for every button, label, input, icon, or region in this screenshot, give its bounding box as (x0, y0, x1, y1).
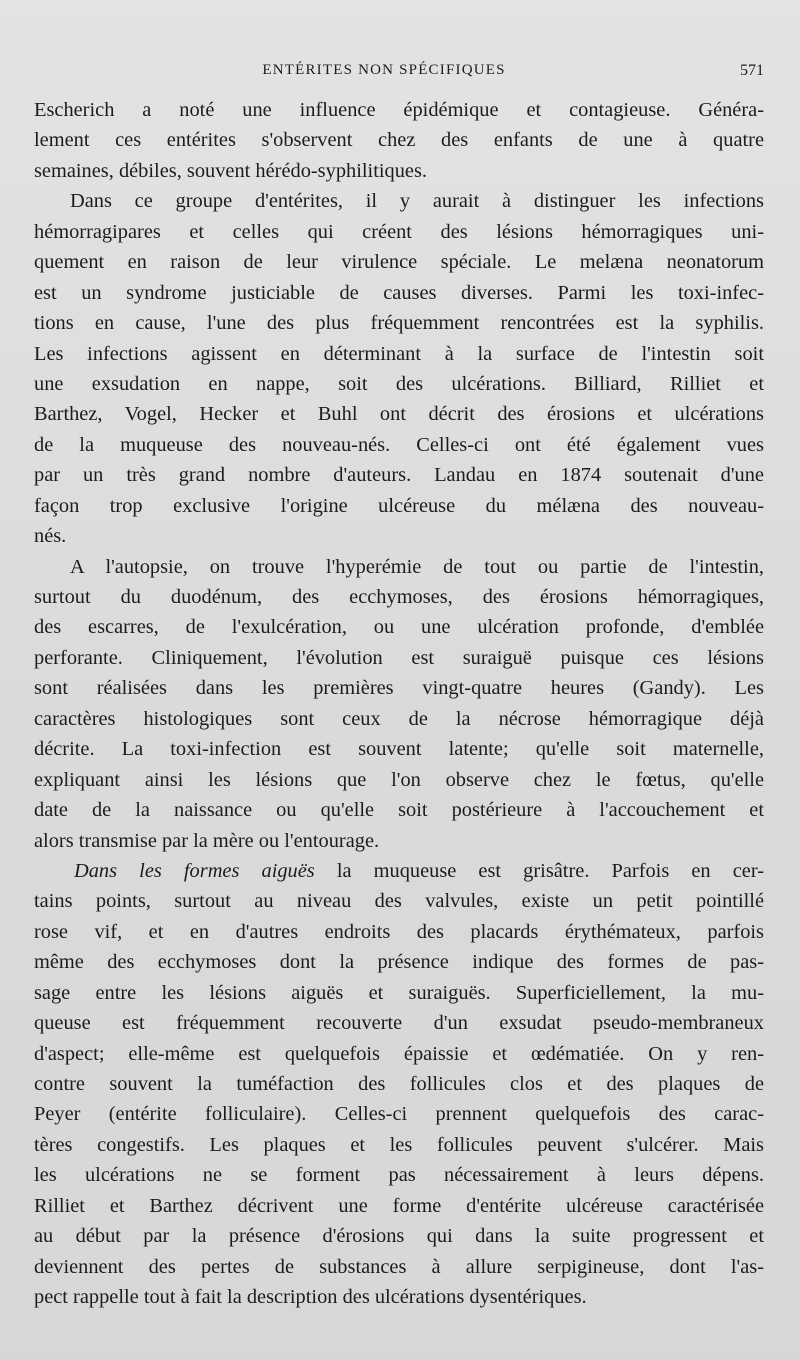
page-number: 571 (740, 62, 764, 79)
text-line: par un très grand nombre d'auteurs. Landau en 1874 soutenait d'une (34, 464, 764, 487)
text-line: perforante. Cliniquement, l'évolution est suraiguë puisque ces lésions (34, 646, 764, 669)
text-line: alors transmise par la mère ou l'entourage. (34, 829, 380, 852)
text-line: contre souvent la tuméfaction des follicules clos et des plaques de (34, 1073, 764, 1095)
text-line: de la muqueuse des nouveau-nés. Celles-ci ont été également vues (34, 433, 764, 456)
text-line: tères congestifs. Les plaques et les follicules peuvent s'ulcérer. Mais (34, 1133, 764, 1156)
text-line: hémorragipares et celles qui créent des lésions hémorragiques uni- (34, 220, 764, 243)
text-line: sage entre les lésions aiguës et suraiguës. Superficiellement, la mu- (34, 981, 764, 1004)
text-line: une exsudation en nappe, soit des ulcérations. Billiard, Rilliet et (34, 372, 764, 395)
body-text (34, 95, 764, 1313)
text-line: pect rappelle tout à fait la description des ulcérations dysentériques. (34, 1286, 587, 1309)
running-title: ENTÉRITES NON SPÉCIFIQUES (262, 62, 506, 78)
text-line: d'aspect; elle-même est quelquefois épaissie et œdématiée. On y ren- (34, 1042, 764, 1065)
text-line: tions en cause, l'une des plus fréquemment rencontrées est la syphilis. (34, 312, 764, 335)
text-line: les ulcérations ne se forment pas nécessairement à leurs dépens. (34, 1164, 764, 1187)
text-line (34, 856, 764, 886)
text-line: sont réalisées dans les premières vingt-quatre heures (Gandy). Les (34, 677, 764, 700)
text-line: même des ecchymoses dont la présence indique des formes de pas- (34, 951, 764, 974)
text-line: quement en raison de leur virulence spéciale. Le melæna neonatorum (34, 251, 764, 274)
text-line: date de la naissance ou qu'elle soit postérieure à l'accouchement et (34, 799, 764, 822)
text-line: façon trop exclusive l'origine ulcéreuse du mélæna des nouveau- (34, 494, 764, 517)
text-line: rose vif, et en d'autres endroits des placards érythémateux, parfois (34, 920, 764, 943)
text-line: Escherich a noté une influence épidémique et contagieuse. Généra- (34, 99, 764, 121)
text-line: queuse est fréquemment recouverte d'un exsudat pseudo-membraneux (34, 1012, 764, 1035)
text-line: Peyer (entérite folliculaire). Celles-ci prennent quelquefois des carac- (34, 1103, 764, 1126)
text-line: est un syndrome justiciable de causes diverses. Parmi les toxi-infec- (34, 281, 764, 304)
text-line: semaines, débiles, souvent hérédo-syphilitiques. (34, 159, 428, 182)
text-line: A l'autopsie, on trouve l'hyperémie de tout ou partie de l'intestin, (70, 555, 764, 578)
text-line: Les infections agissent en déterminant à la surface de l'intestin soit (34, 342, 764, 365)
text-line: tains points, surtout au niveau des valvules, existe un petit pointillé (34, 890, 764, 913)
text-line: expliquant ainsi les lésions que l'on observe chez le fœtus, qu'elle (34, 768, 764, 791)
text-line: surtout du duodénum, des ecchymoses, des érosions hémorragiques, (34, 586, 764, 608)
italic-lead: Dans les formes aiguës (74, 859, 315, 882)
text-line: Rilliet et Barthez décrivent une forme d'entérite ulcéreuse caractérisée (34, 1194, 764, 1217)
text-line: caractères histologiques sont ceux de la nécrose hémorragique déjà (34, 707, 764, 730)
text-line-continuation: la muqueuse est grisâtre. Parfois en cer- (336, 859, 764, 882)
text-line: Dans ce groupe d'entérites, il y aurait à distinguer les infections (70, 190, 764, 213)
text-line: au début par la présence d'érosions qui dans la suite progressent et (34, 1225, 764, 1248)
text-line: lement ces entérites s'observent chez des enfants de une à quatre (34, 129, 764, 152)
running-head (34, 60, 764, 84)
text-line: des escarres, de l'exulcération, ou une ulcération profonde, d'emblée (34, 616, 764, 639)
text-line: nés. (34, 525, 67, 548)
text-line: deviennent des pertes de substances à allure serpigineuse, dont l'as- (34, 1255, 764, 1278)
text-line: décrite. La toxi-infection est souvent latente; qu'elle soit maternelle, (34, 738, 764, 761)
text-line: Barthez, Vogel, Hecker et Buhl ont décrit des érosions et ulcérations (34, 403, 764, 426)
